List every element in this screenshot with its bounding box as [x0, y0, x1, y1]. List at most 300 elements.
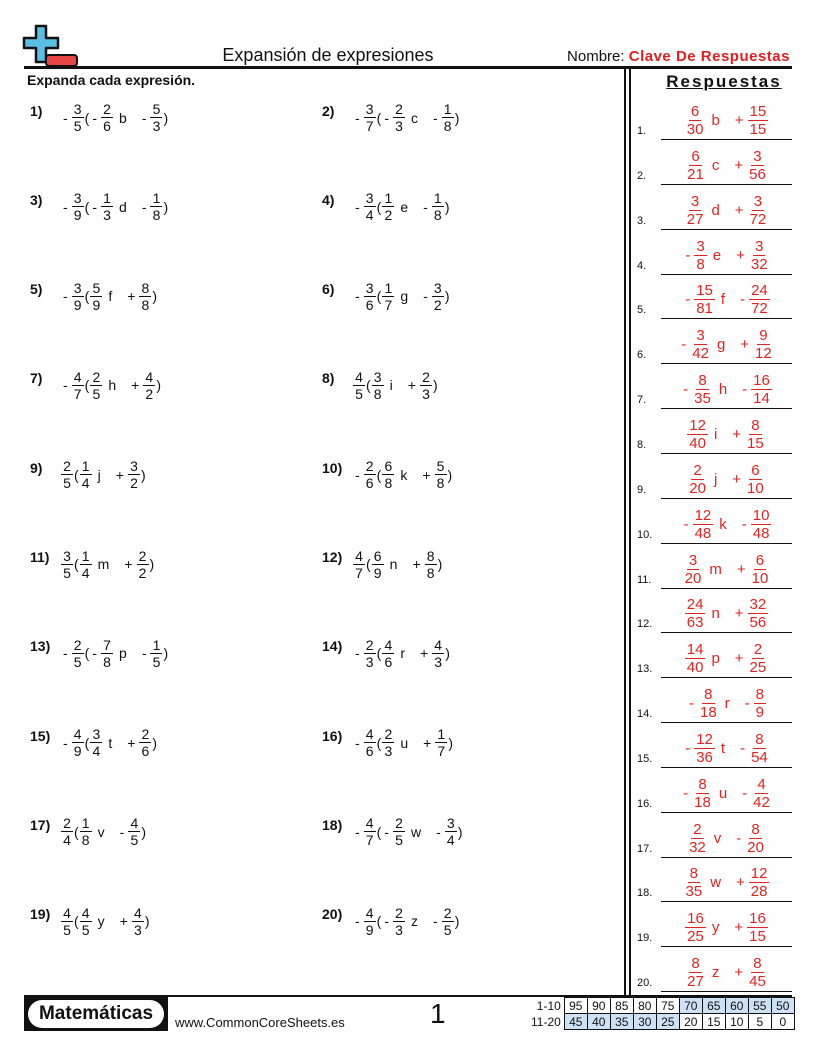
answer-expression: [661, 103, 792, 138]
problem-item: [30, 369, 161, 402]
fraction: [128, 458, 140, 491]
variable: j: [713, 470, 718, 488]
problem-number: 20): [322, 906, 343, 923]
problem-item: [322, 726, 453, 759]
numerator: 2: [90, 369, 102, 386]
fraction: [435, 726, 447, 759]
problem-number: 3): [30, 191, 43, 208]
answer-item: [632, 230, 794, 275]
fraction: [90, 369, 102, 402]
denominator: 5: [63, 564, 71, 581]
problem-number: 19): [30, 906, 51, 923]
variable: i: [389, 377, 393, 394]
fraction: [393, 905, 405, 938]
fraction: [128, 815, 140, 848]
answer-number: 16.: [637, 797, 653, 810]
denominator: 72: [749, 210, 767, 228]
problem-item: [322, 458, 452, 491]
numerator: 8: [753, 955, 762, 973]
answer-expression: [661, 910, 792, 945]
answer-expression: [661, 282, 792, 317]
operator: -: [436, 823, 441, 840]
numerator: 9: [759, 327, 768, 345]
paren: ): [447, 466, 453, 483]
fraction: [101, 101, 113, 134]
numerator: 32: [749, 596, 767, 614]
paren: (: [376, 645, 382, 662]
denominator: 8: [443, 118, 452, 134]
variable: j: [97, 466, 101, 483]
variable: u: [400, 734, 409, 751]
paren: ): [156, 377, 161, 394]
fraction: [683, 552, 704, 587]
answer-number: 1.: [637, 125, 647, 137]
answer-item: [632, 274, 794, 319]
variable: h: [108, 377, 117, 394]
answer-expression: [661, 507, 792, 542]
problem-number: 15): [30, 727, 51, 744]
denominator: 7: [384, 296, 393, 313]
numerator: 3: [61, 548, 73, 565]
denominator: 9: [365, 921, 374, 938]
problem-item: [322, 815, 462, 848]
paren: ): [144, 913, 150, 930]
score-cell: 95: [564, 998, 587, 1014]
score-cell: 45: [564, 1014, 587, 1030]
numerator: 8: [698, 775, 707, 793]
answer-expression: [661, 641, 792, 676]
operator: -: [141, 645, 147, 662]
answer-item: [632, 454, 794, 499]
paren: (: [74, 913, 79, 930]
problem-number: 6): [322, 281, 335, 298]
fraction: [132, 905, 144, 938]
numerator: 6: [372, 548, 384, 565]
denominator: 2: [138, 564, 147, 581]
variable: p: [119, 645, 127, 662]
problem-number: 17): [30, 816, 51, 833]
numerator: 10: [752, 506, 770, 524]
answer-item: [632, 857, 794, 902]
answer-number: 14.: [637, 708, 653, 721]
numerator: 1: [442, 101, 454, 118]
variable: y: [711, 919, 720, 937]
numerator: 3: [753, 147, 762, 165]
fraction: [687, 821, 708, 856]
variable: m: [709, 560, 722, 578]
numerator: 24: [751, 282, 768, 300]
answer-item: [632, 902, 794, 947]
problem-item: [30, 637, 168, 670]
problem-number: 16): [322, 727, 343, 744]
operator: -: [423, 198, 428, 215]
denominator: 8: [436, 475, 445, 492]
paren: (: [84, 645, 90, 662]
numerator: 3: [72, 101, 84, 118]
paren: (: [84, 288, 90, 305]
sign: -: [92, 109, 98, 126]
operator: +: [732, 425, 742, 443]
problem-number: 9): [30, 459, 43, 476]
denominator: 18: [699, 704, 717, 722]
numerator: 2: [753, 641, 763, 659]
answer-expression: [661, 955, 792, 990]
denominator: 56: [749, 614, 767, 632]
fraction: [694, 238, 706, 273]
fraction: [364, 905, 376, 938]
fraction: [139, 280, 151, 313]
variable: e: [400, 198, 409, 215]
sign: -: [355, 288, 360, 305]
denominator: 4: [92, 743, 101, 760]
fraction: [754, 686, 766, 721]
variable: z: [711, 964, 720, 982]
answer-expression: [661, 776, 792, 811]
numerator: 1: [382, 190, 394, 207]
paren: ): [163, 645, 169, 662]
operator: +: [412, 556, 421, 572]
numerator: 1: [435, 726, 447, 743]
answer-number: 6.: [637, 349, 647, 362]
fraction: [425, 548, 437, 581]
fraction: [382, 458, 394, 491]
numerator: 1: [150, 637, 162, 654]
problem-number: 7): [30, 370, 43, 387]
answer-item: [632, 768, 794, 813]
denominator: 30: [686, 121, 704, 138]
fraction: [382, 726, 394, 759]
numerator: 3: [364, 190, 376, 207]
problem-item: [30, 190, 168, 223]
operator: -: [744, 695, 750, 713]
operator: -: [119, 823, 125, 840]
fraction: [80, 815, 92, 848]
variable: i: [713, 425, 718, 443]
sign: -: [63, 734, 68, 751]
denominator: 9: [92, 296, 101, 313]
numerator: 2: [382, 726, 394, 743]
fraction: [750, 552, 771, 587]
sign: -: [63, 198, 68, 215]
operator: -: [740, 739, 746, 757]
answer-number: 11.: [637, 573, 652, 586]
variable: v: [97, 823, 105, 840]
operator: +: [734, 156, 744, 174]
sign: -: [688, 695, 694, 713]
fraction: [364, 190, 376, 223]
variable: u: [718, 784, 728, 802]
answer-expression: [661, 372, 792, 407]
numerator: 16: [687, 910, 704, 928]
score-cell: 65: [702, 998, 725, 1014]
numerator: 4: [72, 726, 84, 743]
variable: w: [411, 823, 422, 840]
fraction: [364, 280, 376, 313]
answer-item: [632, 95, 794, 140]
numerator: 15: [749, 103, 767, 120]
answers-title: Respuestas: [666, 72, 782, 91]
fraction: [685, 955, 706, 990]
numerator: 1: [80, 458, 92, 475]
numerator: 1: [382, 280, 394, 297]
denominator: 5: [73, 653, 82, 670]
numerator: 4: [72, 369, 84, 386]
denominator: 48: [752, 524, 770, 542]
denominator: 42: [692, 345, 709, 363]
numerator: 3: [696, 327, 705, 345]
answer-item: [632, 544, 794, 589]
fraction: [693, 507, 714, 542]
sign: -: [92, 645, 98, 662]
variable: c: [711, 156, 720, 174]
denominator: 25: [749, 659, 767, 677]
denominator: 6: [103, 118, 111, 134]
numerator: 2: [72, 637, 84, 654]
variable: f: [720, 291, 726, 309]
denominator: 7: [365, 118, 374, 134]
numerator: 3: [696, 237, 705, 255]
numerator: 3: [753, 192, 763, 210]
name-field: [567, 48, 790, 65]
page-number: 1: [430, 998, 446, 1029]
denominator: 2: [130, 475, 138, 492]
denominator: 5: [395, 832, 403, 849]
answer-number: 20.: [637, 977, 653, 990]
fraction: [61, 548, 73, 581]
fraction: [80, 905, 92, 938]
fraction: [353, 548, 365, 581]
numerator: 3: [755, 237, 764, 255]
sign: -: [384, 109, 390, 126]
denominator: 45: [749, 973, 766, 991]
denominator: 32: [750, 255, 768, 273]
numerator: 1: [80, 548, 92, 565]
variable: b: [711, 112, 720, 129]
fraction: [748, 641, 769, 676]
fraction: [90, 726, 102, 759]
numerator: 16: [749, 910, 766, 928]
fraction: [442, 101, 454, 134]
denominator: 6: [141, 743, 150, 760]
numerator: 8: [139, 280, 151, 297]
fraction: [150, 637, 162, 670]
denominator: 5: [443, 921, 452, 938]
fraction: [687, 417, 708, 452]
denominator: 9: [73, 743, 82, 760]
problem-number: 13): [30, 638, 51, 655]
sign: -: [384, 823, 390, 840]
answer-number: 12.: [637, 618, 653, 631]
fraction: [432, 637, 444, 670]
operator: +: [420, 645, 429, 662]
operator: +: [740, 336, 750, 354]
score-row: [528, 998, 794, 1014]
answer-item: [632, 409, 794, 454]
denominator: 5: [152, 653, 161, 670]
numerator: 2: [693, 820, 702, 838]
problem-item: [322, 101, 459, 134]
numerator: 3: [128, 458, 140, 475]
operator: -: [742, 784, 748, 802]
variable: g: [716, 336, 726, 354]
variable: e: [712, 246, 722, 264]
fraction: [749, 731, 770, 766]
score-cell: 35: [610, 1014, 633, 1030]
denominator: 3: [384, 743, 393, 760]
denominator: 7: [355, 564, 363, 581]
variable: r: [400, 645, 406, 662]
fraction: [685, 193, 706, 228]
problem-number: 18): [322, 816, 343, 833]
fraction: [748, 103, 769, 138]
fraction: [80, 548, 92, 581]
numerator: 1: [150, 190, 162, 207]
score-cell: 85: [610, 998, 633, 1014]
fraction: [61, 905, 73, 938]
sign: -: [355, 109, 360, 126]
name-label: Nombre:: [567, 48, 625, 65]
fraction: [72, 637, 84, 670]
denominator: 15: [749, 121, 767, 138]
name-value: Clave De Respuestas: [628, 48, 790, 65]
fraction: [364, 815, 376, 848]
sign: -: [384, 913, 390, 930]
numerator: 7: [101, 637, 113, 654]
numerator: 12: [694, 506, 712, 524]
numerator: 2: [442, 905, 454, 922]
denominator: 5: [130, 832, 139, 849]
problem-item: [322, 190, 449, 223]
answer-number: 2.: [637, 169, 647, 182]
operator: +: [734, 964, 744, 982]
denominator: 72: [751, 300, 768, 318]
numerator: 1: [432, 190, 444, 207]
denominator: 20: [684, 569, 702, 587]
denominator: 8: [373, 385, 382, 402]
fraction: [61, 815, 73, 848]
sign: -: [683, 784, 689, 802]
numerator: 2: [393, 905, 405, 922]
paren: ): [163, 109, 169, 126]
numerator: 3: [445, 815, 457, 832]
denominator: 9: [73, 296, 82, 313]
paren: ): [152, 288, 158, 305]
fraction: [80, 458, 92, 491]
denominator: 3: [422, 385, 430, 402]
fraction: [101, 637, 113, 670]
operator: +: [734, 605, 744, 623]
denominator: 5: [63, 921, 71, 938]
fraction: [684, 865, 705, 900]
site-url: www.CommonCoreSheets.es: [175, 1015, 345, 1030]
denominator: 63: [686, 614, 704, 632]
fraction: [364, 637, 376, 670]
fraction: [372, 369, 384, 402]
score-row-label: 1-10: [536, 998, 561, 1013]
sign: -: [355, 913, 360, 930]
variable: y: [97, 913, 105, 930]
numerator: 4: [143, 369, 155, 386]
denominator: 10: [747, 479, 764, 497]
numerator: 8: [704, 686, 713, 704]
problem-item: [30, 726, 157, 759]
sign: -: [355, 823, 360, 840]
answer-expression: [661, 462, 792, 497]
problem-item: [30, 458, 146, 491]
answer-item: [632, 633, 794, 678]
numerator: 4: [80, 905, 92, 922]
operator: +: [127, 734, 136, 751]
sign: -: [681, 336, 687, 354]
problem-number: 5): [30, 281, 43, 298]
answer-expression: [661, 193, 792, 228]
operator: -: [423, 288, 428, 305]
numerator: 4: [132, 905, 144, 922]
numerator: 2: [693, 461, 702, 479]
fraction: [751, 776, 772, 811]
paren: (: [376, 198, 382, 215]
score-cell: 50: [771, 998, 794, 1014]
numerator: 3: [72, 190, 84, 207]
fraction: [745, 821, 766, 856]
sign: -: [63, 377, 68, 394]
fraction: [150, 101, 162, 134]
operator: +: [734, 650, 744, 668]
numerator: 6: [755, 551, 765, 569]
numerator: 1: [80, 815, 92, 832]
fraction: [690, 327, 711, 362]
numerator: 14: [686, 641, 704, 659]
fraction: [382, 637, 394, 670]
score-table: [528, 997, 795, 1030]
fraction: [150, 190, 162, 223]
variable: w: [710, 874, 722, 892]
numerator: 2: [393, 101, 405, 118]
fraction: [698, 686, 719, 721]
numerator: 2: [364, 637, 376, 654]
fraction: [751, 507, 772, 542]
numerator: 3: [688, 551, 698, 569]
variable: n: [711, 605, 720, 623]
answer-expression: [661, 686, 792, 721]
fraction: [694, 731, 715, 766]
fraction: [685, 641, 706, 676]
denominator: 6: [384, 653, 393, 670]
score-row: [528, 1014, 794, 1030]
denominator: 20: [689, 479, 706, 497]
fraction: [753, 327, 774, 362]
fraction: [687, 462, 708, 497]
paren: (: [366, 556, 371, 572]
denominator: 40: [689, 434, 706, 452]
numerator: 8: [698, 372, 707, 390]
paren: ): [152, 734, 158, 751]
fraction: [139, 726, 151, 759]
numerator: 2: [101, 101, 113, 118]
problem-item: [322, 548, 442, 581]
operator: +: [423, 734, 432, 751]
operator: +: [407, 377, 416, 394]
score-cell: 25: [656, 1014, 679, 1030]
denominator: 3: [365, 653, 374, 670]
answer-line: [661, 991, 792, 992]
paren: ): [457, 823, 463, 840]
variable: n: [389, 556, 398, 572]
denominator: 6: [365, 743, 374, 760]
numerator: 16: [753, 372, 770, 390]
denominator: 4: [365, 207, 374, 224]
denominator: 9: [755, 704, 765, 722]
